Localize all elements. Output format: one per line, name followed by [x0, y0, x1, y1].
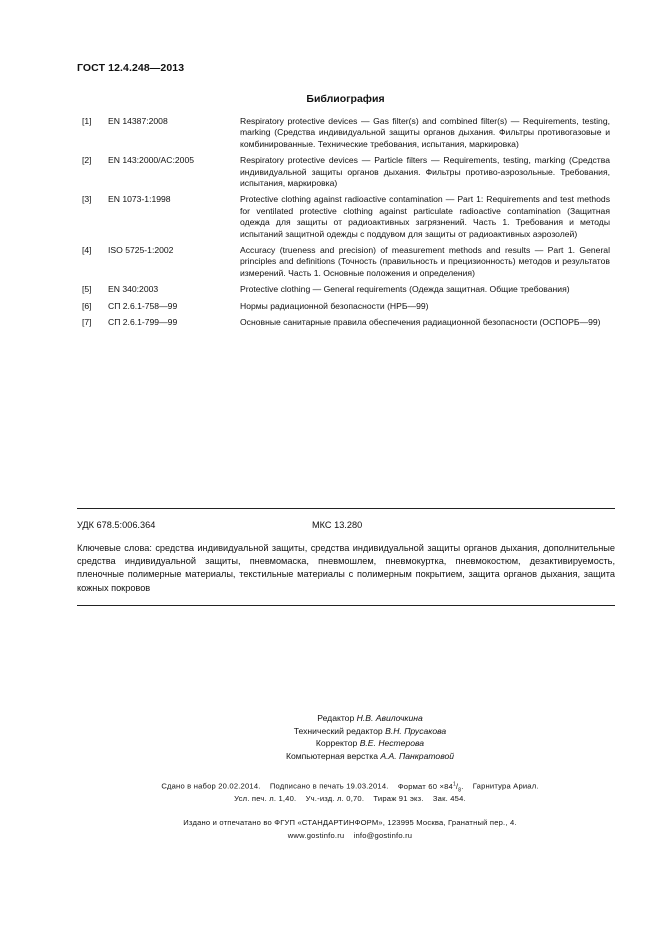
imprint-format: Формат $60 \times 84^1/_8$.	[397, 781, 464, 794]
credit-layout	[150, 750, 590, 763]
imprint-web[interactable]: www.gostinfo.ru	[287, 831, 345, 840]
entry-description: Нормы радиационной безопасности (НРБ—99)	[240, 300, 429, 311]
bibliography-entry	[82, 116, 610, 150]
credit-name: Н.В. Авилочкина	[356, 713, 423, 723]
format-prefix: Формат 60 ×84	[397, 781, 453, 791]
entry-description: Protective clothing against radioactive contamination — Part 1: Requirements and test methods for ventilated protective clothing against particulate radioactive contamination (Защитная одежда для защиты от радиоактивных загрязнений. Часть 1. Требования и методы испытаний защитной одежды с поддувом для защиты от радиоактивных аэрозолей)	[240, 194, 610, 239]
entry-standard: СП 2.6.1-758—99	[108, 300, 178, 311]
entry-description: Protective clothing — General requirements (Одежда защитная. Общие требования)	[240, 284, 570, 295]
standard-header: ГОСТ 12.4.248—2013	[77, 62, 185, 74]
mks-code: МКС 13.280	[312, 520, 363, 530]
bibliography-entry	[82, 155, 610, 189]
imprint-email[interactable]: info@gostinfo.ru	[353, 831, 413, 840]
imprint-line-2	[100, 792, 600, 806]
entry-description: Respiratory protective devices — Gas filter(s) and combined filter(s) — Requirements, testing, marking (Средства индивидуальной защиты органов дыхания. Фильтры противогазовые и комбинированные. Технические требования, испытания, маркировка)	[240, 116, 610, 149]
entry-number: [4]	[82, 245, 92, 256]
credit-role: Корректор	[315, 738, 358, 749]
keywords-text: Ключевые слова: средства индивидуальной защиты, средства индивидуальной защиты органов дыхания, дополнительные средства индивидуальной защиты, пневмомаска, пневмошлем, пневмокуртка, пневмокостюм, дезактивируемость, пленочные полимерные материалы, текстильные материалы с полимерным покрытием, защита органов дыхания, защита кожных покровов	[77, 543, 615, 593]
entry-number: [7]	[82, 317, 92, 328]
entry-number: [3]	[82, 194, 92, 205]
format-sub: 8	[458, 787, 462, 794]
top-divider	[77, 508, 615, 509]
credit-name: А.А. Панкратовой	[380, 750, 455, 761]
entry-number: [6]	[82, 300, 92, 311]
entry-number: [1]	[82, 116, 92, 126]
udk-code: УДК 678.5:006.364	[77, 520, 156, 530]
imprint-contacts	[100, 829, 600, 843]
entry-number: [2]	[82, 155, 92, 166]
entry-standard: EN 1073-1:1998	[108, 194, 171, 205]
imprint-font: Гарнитура Ариал.	[472, 781, 539, 791]
entry-description: Accuracy (trueness and precision) of measurement methods and results — Part 1. General principles and definitions (Точность (правильность и прецизионность) методов и результатов измерений. Часть 1. Основные положения и определения)	[240, 245, 610, 278]
bibliography-title: Библиография	[306, 93, 385, 105]
entry-number: [5]	[82, 284, 92, 295]
entry-standard: EN 143:2000/AC:2005	[108, 155, 195, 166]
bibliography-entry	[82, 245, 610, 279]
bibliography-entry	[82, 301, 610, 312]
bottom-divider	[77, 605, 615, 606]
entry-description: Respiratory protective devices — Particle filters — Requirements, testing, marking (Средства индивидуальной защиты органов дыхания. Фильтры противо-аэрозольные. Требования, испытания, маркировка)	[240, 155, 610, 189]
credit-name: В.Е. Нестерова	[359, 738, 425, 749]
credit-role: Технический редактор	[293, 725, 383, 736]
entry-standard: СП 2.6.1-799—99	[108, 317, 178, 328]
imprint-submitted: Сдано в набор 20.02.2014.	[161, 781, 261, 791]
entry-standard: EN 340:2003	[108, 284, 159, 295]
credit-name: В.Н. Прусакова	[385, 725, 447, 736]
credit-tech-editor	[150, 725, 590, 738]
entry-standard: EN 14387:2008	[108, 116, 168, 126]
imprint-signed: Подписано в печать 19.03.2014.	[269, 781, 389, 791]
imprint-print-sheets: Усл. печ. л. 1,40.	[234, 794, 297, 803]
imprint-publisher: Издано и отпечатано во ФГУП «СТАНДАРТИНФОРМ», 123995 Москва, Гранатный пер., 4.	[183, 818, 517, 827]
bibliography-entry	[82, 194, 610, 240]
imprint-order: Зак. 454.	[432, 794, 466, 803]
entry-standard: ISO 5725-1:2002	[108, 245, 174, 256]
bibliography-entry	[82, 284, 610, 295]
credit-editor	[150, 712, 590, 725]
imprint-edit-sheets: Уч.-изд. л. 0,70.	[305, 794, 365, 803]
entry-description: Основные санитарные правила обеспечения радиационной безопасности (ОСПОРБ—99)	[240, 317, 601, 328]
credit-role: Редактор	[317, 713, 355, 723]
format-sup: 1	[452, 781, 456, 787]
bibliography-list	[82, 116, 610, 334]
credit-proofreader	[150, 737, 590, 750]
bibliography-entry	[82, 317, 610, 328]
credit-role: Компьютерная верстка	[285, 750, 378, 761]
credits-block	[150, 712, 590, 762]
imprint-run: Тираж 91 экз.	[373, 794, 424, 803]
